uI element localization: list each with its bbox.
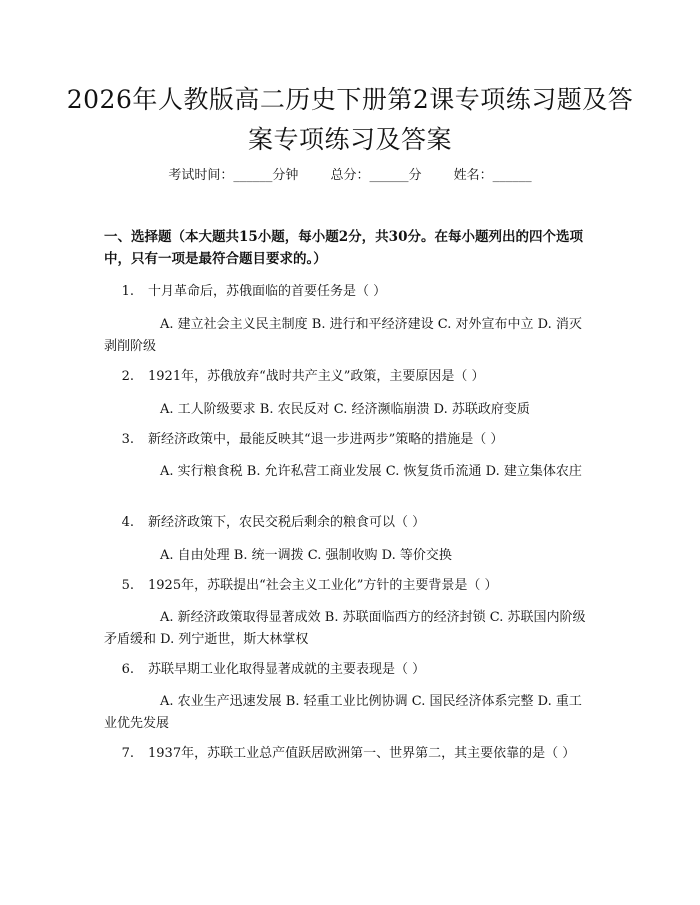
question-number: 7. — [121, 746, 134, 761]
question-6-options: A. 农业生产迅速发展 B. 轻重工业比例协调 C. 国民经济体系完整 D. 重工业优先发展 — [104, 694, 582, 731]
exam-time: 考试时间：______分钟 — [168, 168, 299, 183]
question-1 — [104, 281, 600, 303]
section-header: 一、选择题（本大题共15小题，每小题2分，共30分。在每小题列出的四个选项中，只有一项是最符合题目要求的。） — [104, 229, 583, 267]
question-text: 1921年，苏俄放弃“战时共产主义”政策，主要原因是（ ） — [148, 369, 485, 384]
question-3-options: A. 实行粮食税 B. 允许私营工商业发展 C. 恢复货币流通 D. 建立集体农庄 — [160, 464, 582, 479]
question-5-options: A. 新经济政策取得显著成效 B. 苏联面临西方的经济封锁 C. 苏联国内阶级矛盾缓和 D. 列宁逝世，斯大林掌权 — [104, 610, 586, 647]
question-4 — [104, 512, 600, 534]
question-text: 新经济政策下，农民交税后剩余的粮食可以（ ） — [148, 515, 426, 530]
question-text: 十月革命后，苏俄面临的首要任务是（ ） — [148, 284, 387, 299]
question-number: 3. — [121, 432, 134, 447]
question-text: 新经济政策中，最能反映其“退一步进两步”策略的措施是（ ） — [148, 432, 504, 447]
exam-name: 姓名：______ — [453, 168, 532, 183]
question-number: 2. — [121, 369, 134, 384]
exam-score: 总分：______分 — [330, 168, 422, 183]
question-number: 4. — [121, 515, 134, 530]
question-5 — [104, 575, 600, 597]
question-3 — [104, 429, 600, 451]
exam-info — [0, 166, 700, 186]
question-text: 1937年，苏联工业总产值跃居欧洲第一、世界第二，其主要依靠的是（ ） — [148, 746, 576, 761]
document-title: 2026年人教版高二历史下册第2课专项练习题及答案专项练习及答案 — [66, 85, 634, 154]
question-7 — [104, 743, 600, 765]
question-2-options: A. 工人阶级要求 B. 农民反对 C. 经济濒临崩溃 D. 苏联政府变质 — [160, 402, 530, 417]
question-1-options: A. 建立社会主义民主制度 B. 进行和平经济建设 C. 对外宣布中立 D. 消灭剥削阶级 — [104, 317, 582, 354]
question-number: 5. — [121, 578, 134, 593]
question-4-options: A. 自由处理 B. 统一调拨 C. 强制收购 D. 等价交换 — [160, 548, 452, 563]
question-text: 苏联早期工业化取得显著成就的主要表现是（ ） — [148, 662, 426, 677]
question-6 — [104, 659, 600, 681]
question-number: 6. — [121, 662, 134, 677]
question-text: 1925年，苏联提出“社会主义工业化”方针的主要背景是（ ） — [148, 578, 498, 593]
question-number: 1. — [121, 284, 134, 299]
question-2 — [104, 366, 600, 388]
